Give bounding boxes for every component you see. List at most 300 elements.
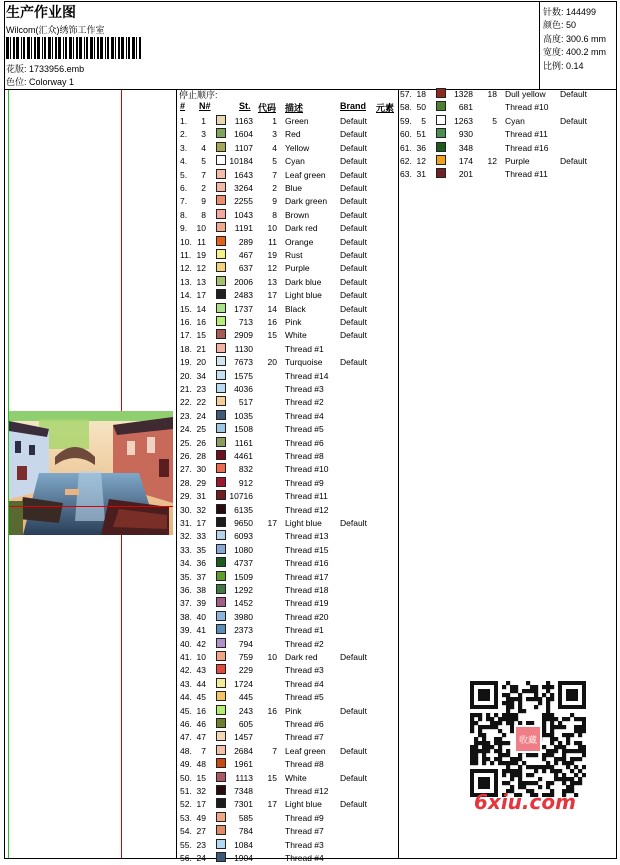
row-description: White: [285, 330, 307, 341]
thread-color-swatch: [216, 169, 226, 179]
row-brand: Default: [340, 705, 367, 716]
row-description: Thread #15: [285, 544, 329, 555]
row-code: 17: [267, 799, 277, 810]
row-needle: 21: [196, 343, 206, 354]
row-stitches: 1113: [235, 772, 253, 783]
row-brand: Default: [340, 330, 367, 341]
row-description: Pink: [285, 317, 302, 327]
table-row: [180, 611, 400, 624]
table-row: [180, 356, 400, 369]
row-brand: Default: [340, 276, 367, 287]
row-code: 15: [267, 330, 277, 341]
row-description: Thread #8: [285, 451, 324, 461]
row-needle: 8: [201, 209, 206, 220]
frame-header-top: [4, 1, 617, 2]
row-index: 22.: [180, 397, 192, 408]
table-row: [180, 517, 400, 530]
row-index: 55.: [180, 839, 192, 850]
table-row: [180, 222, 400, 235]
row-stitches: 4461: [234, 451, 253, 461]
row-description: Thread #3: [285, 839, 324, 850]
table-row: [180, 678, 400, 691]
row-stitches: 1604: [234, 129, 253, 140]
row-index: 7.: [180, 196, 188, 207]
watermark-logo: 6xiu.com: [474, 790, 576, 814]
table-row: [180, 289, 400, 302]
thread-color-swatch: [216, 705, 226, 715]
table-row: [180, 530, 400, 543]
row-index: 42.: [180, 665, 192, 676]
table-row: [180, 731, 400, 744]
spec-label: 比例:: [543, 60, 564, 71]
row-description: Dark red: [285, 652, 318, 662]
table-row: [180, 597, 400, 610]
thread-color-swatch: [216, 544, 226, 554]
thread-color-swatch: [216, 785, 226, 795]
thread-color-swatch: [216, 410, 226, 420]
row-brand: Default: [340, 196, 367, 207]
table-row: [180, 383, 400, 396]
thread-color-swatch: [216, 839, 226, 849]
row-needle: 9: [201, 196, 206, 207]
row-needle: 31: [196, 491, 206, 502]
row-brand: Default: [340, 209, 367, 220]
row-stitches: 229: [238, 665, 253, 676]
row-code: 16: [267, 317, 277, 327]
table-row: [180, 651, 400, 664]
row-brand: Default: [340, 317, 367, 327]
row-description: Light blue: [285, 290, 322, 301]
thread-color-swatch: [216, 128, 226, 138]
thread-color-swatch: [216, 463, 226, 473]
row-index: 37.: [180, 598, 192, 609]
row-needle: 36: [416, 142, 426, 153]
row-index: 40.: [180, 638, 192, 649]
table-row: [400, 115, 620, 128]
row-needle: 44: [196, 678, 206, 689]
row-index: 28.: [180, 477, 192, 488]
thread-color-swatch: [216, 812, 226, 822]
row-index: 46.: [180, 719, 192, 729]
thread-color-swatch: [216, 383, 226, 393]
row-description: Dark red: [285, 223, 318, 234]
row-needle: 48: [196, 759, 206, 770]
row-needle: 33: [196, 531, 206, 542]
row-needle: 28: [196, 451, 206, 461]
header-element: 元素: [376, 103, 395, 113]
table-row: [180, 638, 400, 651]
row-stitches: 517: [238, 397, 253, 408]
table-row: [180, 772, 400, 785]
row-description: Thread #9: [285, 477, 324, 488]
spec-row: [543, 60, 606, 73]
row-needle: 17: [196, 518, 206, 528]
row-brand: Default: [340, 129, 367, 140]
row-stitches: 7348: [234, 786, 253, 796]
row-stitches: 201: [458, 169, 473, 180]
frame-left: [4, 1, 5, 859]
table-row: [180, 276, 400, 289]
thread-color-swatch: [216, 182, 226, 192]
row-stitches: 794: [238, 638, 253, 649]
row-needle: 20: [196, 357, 206, 368]
design-file-value: 1733956.emb: [29, 64, 85, 74]
row-brand: Default: [340, 772, 367, 783]
row-brand: Default: [340, 518, 367, 528]
row-code: 8: [272, 209, 277, 220]
row-code: 1: [272, 116, 277, 126]
row-stitches: 1163: [234, 116, 253, 126]
table-row: [180, 303, 400, 316]
row-needle: 12: [416, 156, 426, 166]
thread-color-swatch: [216, 530, 226, 540]
row-index: 52.: [180, 799, 192, 810]
spec-label: 颜色:: [543, 20, 564, 31]
table-row: [180, 785, 400, 798]
row-needle: 22: [196, 397, 206, 408]
row-index: 24.: [180, 424, 192, 435]
header-description: 描述: [285, 103, 304, 113]
spec-row: [543, 19, 606, 32]
row-needle: 39: [196, 598, 206, 609]
row-index: 57.: [400, 89, 412, 99]
thread-color-swatch: [436, 101, 446, 111]
table-row: [180, 705, 400, 718]
row-needle: 18: [416, 89, 426, 99]
row-stitches: 605: [238, 719, 253, 729]
table-row: [180, 825, 400, 838]
row-index: 9.: [180, 223, 188, 234]
row-needle: 30: [196, 464, 206, 475]
row-description: Blue: [285, 183, 303, 193]
row-stitches: 10184: [229, 156, 253, 167]
row-description: Thread #4: [285, 410, 324, 421]
row-description: Thread #16: [285, 558, 329, 569]
row-stitches: 2373: [234, 625, 253, 636]
row-needle: 17: [196, 799, 206, 810]
table-row: [180, 839, 400, 852]
row-code: 14: [267, 303, 277, 314]
row-description: Thread #1: [285, 343, 324, 354]
table-row: [180, 262, 400, 275]
row-brand: Default: [340, 652, 367, 662]
row-stitches: 1107: [234, 142, 253, 153]
row-index: 10.: [180, 236, 192, 247]
row-index: 53.: [180, 812, 192, 823]
spec-list: [543, 6, 606, 73]
page-title: 生产作业图: [6, 4, 76, 20]
row-stitches: 637: [238, 263, 253, 274]
spec-value: 144499: [566, 7, 597, 17]
row-description: Thread #12: [285, 786, 329, 796]
colorway-row: [6, 75, 74, 88]
row-description: Thread #10: [285, 464, 329, 475]
row-needle: 41: [196, 625, 206, 636]
thread-color-swatch: [436, 115, 446, 125]
thread-color-swatch: [216, 155, 226, 165]
row-code: 5: [272, 156, 277, 167]
row-stitches: 1724: [234, 678, 253, 689]
row-index: 29.: [180, 491, 192, 502]
row-stitches: 9650: [234, 518, 253, 528]
row-description: Thread #14: [285, 370, 329, 381]
thread-color-swatch: [216, 664, 226, 674]
table-row: [400, 142, 620, 155]
qr-badge-text: 收藏: [518, 736, 538, 746]
row-needle: 31: [416, 169, 426, 180]
thread-color-swatch: [216, 517, 226, 527]
row-index: 4.: [180, 156, 188, 167]
thread-color-swatch: [216, 115, 226, 125]
row-description: Thread #11: [505, 169, 548, 180]
table-row: [400, 101, 620, 114]
row-description: Thread #16: [505, 142, 549, 153]
row-stitches: 1080: [234, 544, 253, 555]
thread-color-swatch: [216, 490, 226, 500]
table-row: [180, 169, 400, 182]
thread-color-swatch: [436, 128, 446, 138]
row-stitches: 1292: [234, 585, 253, 595]
row-description: Thread #6: [285, 437, 324, 448]
row-description: Leaf green: [285, 169, 326, 180]
row-index: 15.: [180, 303, 192, 314]
row-needle: 50: [416, 102, 426, 113]
row-code: 10: [267, 652, 277, 662]
row-brand: Default: [340, 223, 367, 234]
thread-color-swatch: [216, 222, 226, 232]
table-row: [180, 691, 400, 704]
row-index: 32.: [180, 531, 192, 542]
thread-color-swatch: [216, 611, 226, 621]
row-brand: Default: [340, 745, 367, 756]
row-index: 39.: [180, 625, 192, 636]
row-description: Thread #9: [285, 812, 324, 823]
row-stitches: 585: [238, 812, 253, 823]
table-row: [400, 128, 620, 141]
thread-color-swatch: [216, 772, 226, 782]
row-index: 14.: [180, 290, 192, 301]
row-description: Dull yellow: [505, 89, 546, 99]
thread-color-swatch: [216, 343, 226, 353]
row-description: Purple: [285, 263, 310, 274]
row-needle: 24: [196, 410, 206, 421]
guide-line-horizontal: [9, 506, 173, 507]
row-stitches: 784: [238, 826, 253, 837]
row-description: Thread #4: [285, 853, 324, 863]
row-index: 12.: [180, 263, 192, 274]
row-brand: Default: [340, 169, 367, 180]
row-index: 56.: [180, 853, 192, 863]
row-description: Thread #5: [285, 692, 324, 703]
thread-color-swatch: [216, 423, 226, 433]
row-description: Thread #2: [285, 397, 324, 408]
row-stitches: 832: [238, 464, 253, 475]
table-row: [180, 329, 400, 342]
table-row: [180, 410, 400, 423]
row-index: 21.: [180, 384, 192, 394]
row-stitches: 6135: [234, 504, 253, 515]
row-brand: Default: [560, 156, 587, 166]
row-index: 54.: [180, 826, 192, 837]
row-stitches: 1509: [234, 571, 253, 582]
row-index: 19.: [180, 357, 192, 368]
spec-value: 0.14: [566, 60, 584, 71]
row-needle: 27: [196, 826, 206, 837]
table-row: [180, 249, 400, 262]
row-stitches: 10716: [229, 491, 253, 502]
row-brand: Default: [340, 303, 367, 314]
header-index: #: [180, 101, 186, 111]
row-stitches: 2909: [234, 330, 253, 341]
row-description: Thread #10: [505, 102, 549, 113]
row-description: Dark green: [285, 196, 328, 207]
row-needle: 10: [196, 652, 206, 662]
row-index: 60.: [400, 129, 412, 140]
row-stitches: 1575: [234, 370, 253, 381]
spec-value: 400.2 mm: [566, 47, 607, 58]
table-row: [180, 450, 400, 463]
thread-color-swatch: [216, 584, 226, 594]
row-code: 5: [492, 115, 497, 126]
row-index: 48.: [180, 745, 192, 756]
row-needle: 2: [201, 183, 206, 193]
thread-color-swatch: [216, 316, 226, 326]
row-stitches: 289: [238, 236, 253, 247]
row-index: 43.: [180, 678, 192, 689]
row-description: Thread #3: [285, 384, 324, 394]
row-needle: 51: [416, 129, 426, 140]
row-description: Thread #11: [505, 129, 548, 140]
spec-row: [543, 46, 606, 59]
row-index: 8.: [180, 209, 188, 220]
row-needle: 7: [201, 745, 206, 756]
row-needle: 45: [196, 692, 206, 703]
design-preview-image: [9, 411, 173, 535]
guide-marker: [8, 408, 9, 412]
table-row: [180, 745, 400, 758]
table-row: [180, 584, 400, 597]
design-file-label: 花版:: [6, 64, 27, 74]
row-description: Red: [285, 129, 301, 140]
row-description: Turquoise: [285, 357, 323, 368]
row-description: Thread #7: [285, 826, 324, 837]
row-stitches: 912: [238, 477, 253, 488]
row-description: Orange: [285, 236, 314, 247]
table-row: [180, 316, 400, 329]
row-needle: 5: [421, 115, 426, 126]
row-code: 7: [272, 745, 277, 756]
table-row: [180, 182, 400, 195]
row-index: 23.: [180, 410, 192, 421]
row-needle: 16: [196, 317, 206, 327]
thread-color-swatch: [216, 651, 226, 661]
table-row: [180, 798, 400, 811]
table-row: [180, 477, 400, 490]
row-stitches: 681: [458, 102, 473, 113]
row-index: 6.: [180, 183, 188, 193]
row-index: 59.: [400, 115, 412, 126]
row-index: 36.: [180, 585, 192, 595]
row-needle: 35: [196, 544, 206, 555]
row-description: Cyan: [285, 156, 305, 167]
row-stitches: 3264: [234, 183, 253, 193]
table-row: [180, 236, 400, 249]
company-name: Wilcom(汇众)绣饰工作室: [6, 25, 105, 35]
row-brand: Default: [560, 115, 587, 126]
table-row: [180, 195, 400, 208]
row-needle: 14: [196, 303, 206, 314]
row-description: Thread #7: [285, 732, 324, 743]
thread-color-swatch: [216, 396, 226, 406]
table-row: [400, 155, 620, 168]
row-index: 49.: [180, 759, 192, 770]
row-stitches: 1328: [454, 89, 473, 99]
spec-value: 300.6 mm: [566, 33, 607, 44]
table-row: [180, 664, 400, 677]
row-index: 1.: [180, 116, 188, 126]
row-stitches: 3980: [234, 611, 253, 622]
spec-label: 高度:: [543, 33, 564, 44]
row-index: 33.: [180, 544, 192, 555]
row-description: Thread #6: [285, 719, 324, 729]
colorway-value: Colorway 1: [29, 77, 75, 87]
row-index: 16.: [180, 317, 192, 327]
row-index: 27.: [180, 464, 192, 475]
row-code: 16: [267, 705, 277, 716]
stop-sequence-title: 停止顺序:: [179, 90, 218, 100]
row-needle: 36: [196, 558, 206, 569]
thread-color-swatch: [216, 249, 226, 259]
row-index: 2.: [180, 129, 188, 140]
row-stitches: 1508: [234, 424, 253, 435]
row-brand: Default: [340, 142, 367, 153]
row-needle: 25: [196, 424, 206, 435]
row-brand: Default: [340, 357, 367, 368]
spec-value: 50: [566, 20, 577, 31]
row-stitches: 4737: [234, 558, 253, 569]
row-stitches: 4036: [234, 384, 253, 394]
thread-color-swatch: [216, 624, 226, 634]
row-description: Thread #3: [285, 665, 324, 676]
row-brand: Default: [340, 156, 367, 167]
row-index: 30.: [180, 504, 192, 515]
row-needle: 26: [196, 437, 206, 448]
row-needle: 10: [196, 223, 206, 234]
row-description: Brown: [285, 209, 310, 220]
row-needle: 42: [196, 638, 206, 649]
thread-color-swatch: [216, 356, 226, 366]
row-needle: 40: [196, 611, 206, 622]
table-row: [180, 490, 400, 503]
header-brand: Brand: [340, 101, 367, 111]
row-stitches: 713: [238, 317, 253, 327]
row-brand: Default: [560, 89, 587, 99]
row-description: Thread #8: [285, 759, 324, 770]
row-stitches: 445: [238, 692, 253, 703]
row-needle: 29: [196, 477, 206, 488]
specs-divider: [539, 1, 540, 89]
row-code: 12: [267, 263, 277, 274]
table-row: [180, 504, 400, 517]
row-description: Thread #12: [285, 504, 329, 515]
row-needle: 37: [196, 571, 206, 582]
row-needle: 23: [196, 384, 206, 394]
row-description: Light blue: [285, 518, 322, 528]
row-stitches: 930: [458, 129, 473, 140]
row-description: Black: [285, 303, 306, 314]
row-description: Light blue: [285, 799, 322, 810]
row-needle: 23: [196, 839, 206, 850]
